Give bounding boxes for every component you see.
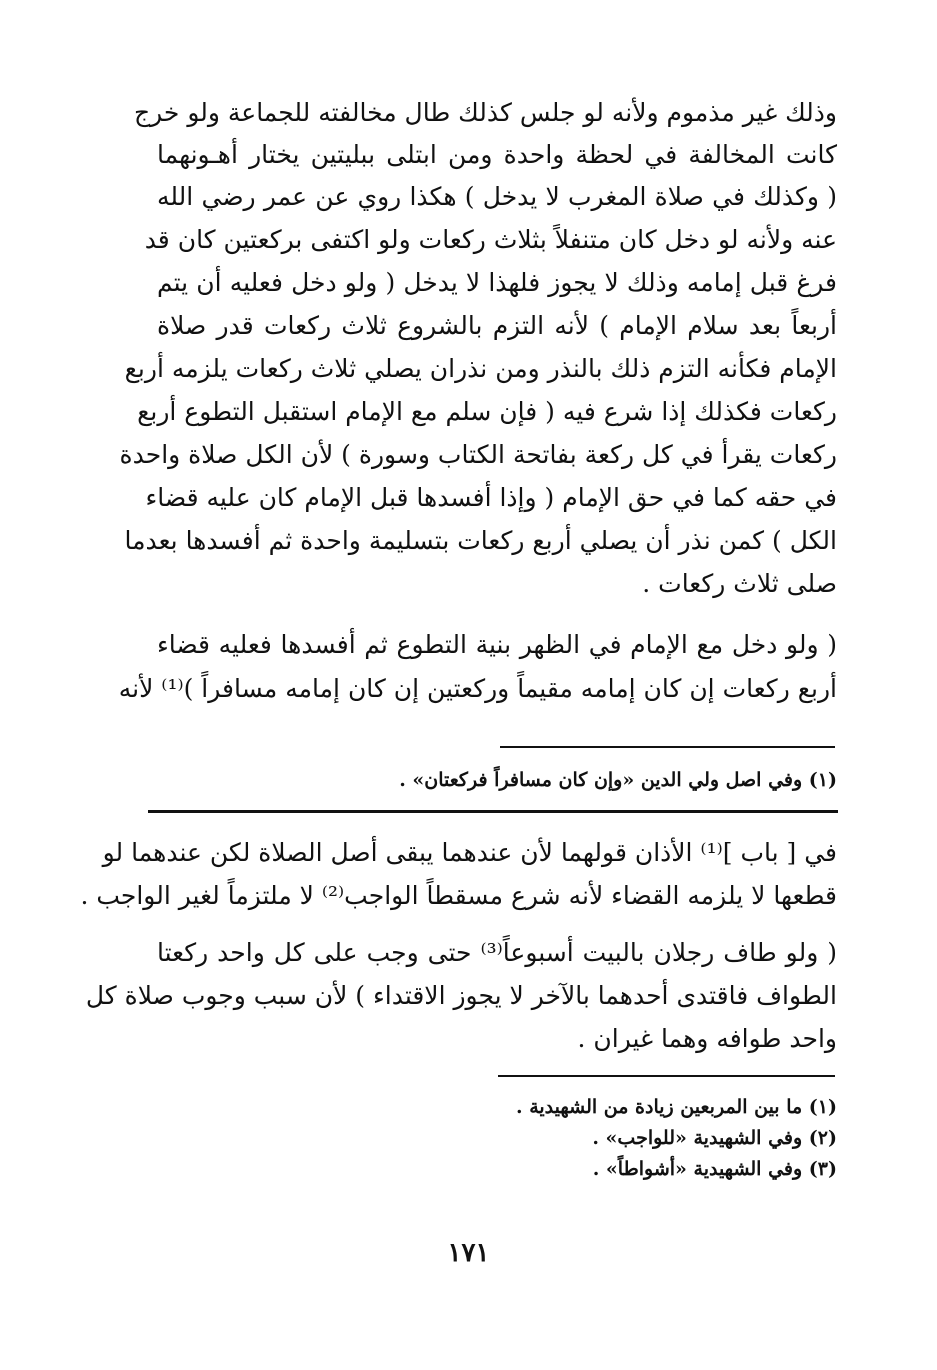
text-line: قطعها لا يلزمه القضاء لأنه شرع مسقطاً الواجب⁽²⁾ لا ملتزماً لغير الواجب .: [80, 881, 837, 910]
text-line: فرغ قبل إمامه وذلك لا يجوز فلهذا لا يدخل ( ولو دخل فعليه أن يتم: [157, 268, 837, 297]
page-number: ١٧١: [447, 1238, 490, 1268]
footnote: (١) ما بين المربعين زيادة من الشهيدية .: [515, 1096, 837, 1118]
footnote-separator: [500, 746, 835, 748]
text-line: أربعاً بعد سلام الإمام ) لأنه التزم بالشروع ثلاث ركعات قدر صلاة: [157, 311, 837, 340]
footnote: (١) وفي اصل ولي الدين «وإن كان مسافراً فركعتان» .: [399, 769, 837, 791]
text-line: صلى ثلاث ركعات .: [642, 569, 837, 598]
footnote-separator: [498, 1075, 835, 1077]
footnote: (٢) وفي الشهيدية «للواجب» .: [592, 1127, 837, 1149]
text-line: واحد طوافه وهما غيران .: [577, 1024, 837, 1053]
text-line: في حقه كما في حق الإمام ( وإذا أفسدها قبل الإمام كان عليه قضاء: [145, 483, 837, 512]
footnote: (٣) وفي الشهيدية «أشواطاً» .: [592, 1158, 837, 1180]
text-line: ركعات فكذلك إذا شرع فيه ( فإن سلم مع الإمام استقبل التطوع أربع: [137, 397, 837, 426]
text-line: أربع ركعات إن كان إمامه مقيماً وركعتين إن كان إمامه مسافراً )⁽¹⁾ لأنه: [118, 674, 837, 703]
text-line: وذلك غير مذموم ولأنه لو جلس كذلك طال مخالفته للجماعة ولو خرج: [133, 98, 837, 127]
section-divider: [148, 810, 838, 813]
text-line: عنه ولأنه لو دخل كان متنفلاً بثلاث ركعات ولو اكتفى بركعتين كان قد: [144, 225, 837, 254]
text-line: كانت المخالفة في لحظة واحدة ومن ابتلى ببليتين يختار أهـونهما: [157, 140, 837, 169]
text-line: الإمام فكأنه التزم ذلك بالنذر ومن نذران يصلي ثلاث ركعات يلزمه أربع: [124, 354, 837, 383]
text-line: ( ولو دخل مع الإمام في الظهر بنية التطوع ثم أفسدها فعليه قضاء: [157, 630, 837, 659]
text-line: الطواف فاقتدى أحدهما بالآخر لا يجوز الاقتداء ) لأن سبب وجوب صلاة كل: [85, 981, 837, 1010]
text-line: ركعات يقرأ في كل ركعة بفاتحة الكتاب وسورة ) لأن الكل صلاة واحدة: [119, 440, 837, 469]
text-line: الكل ) كمن نذر أن يصلي أربع ركعات بتسليمة واحدة ثم أفسدها بعدما: [124, 526, 837, 555]
text-line: في [ باب ]⁽¹⁾ الأذان قولهما لأن عندهما يبقى أصل الصلاة لكن عندهما لو: [102, 838, 837, 867]
text-line: ( وكذلك في صلاة المغرب لا يدخل ) هكذا روي عن عمر رضي الله: [157, 182, 837, 211]
text-line: ( ولو طاف رجلان بالبيت أسبوعاً⁽³⁾ حتى وجب على كل واحد ركعتا: [157, 938, 837, 967]
